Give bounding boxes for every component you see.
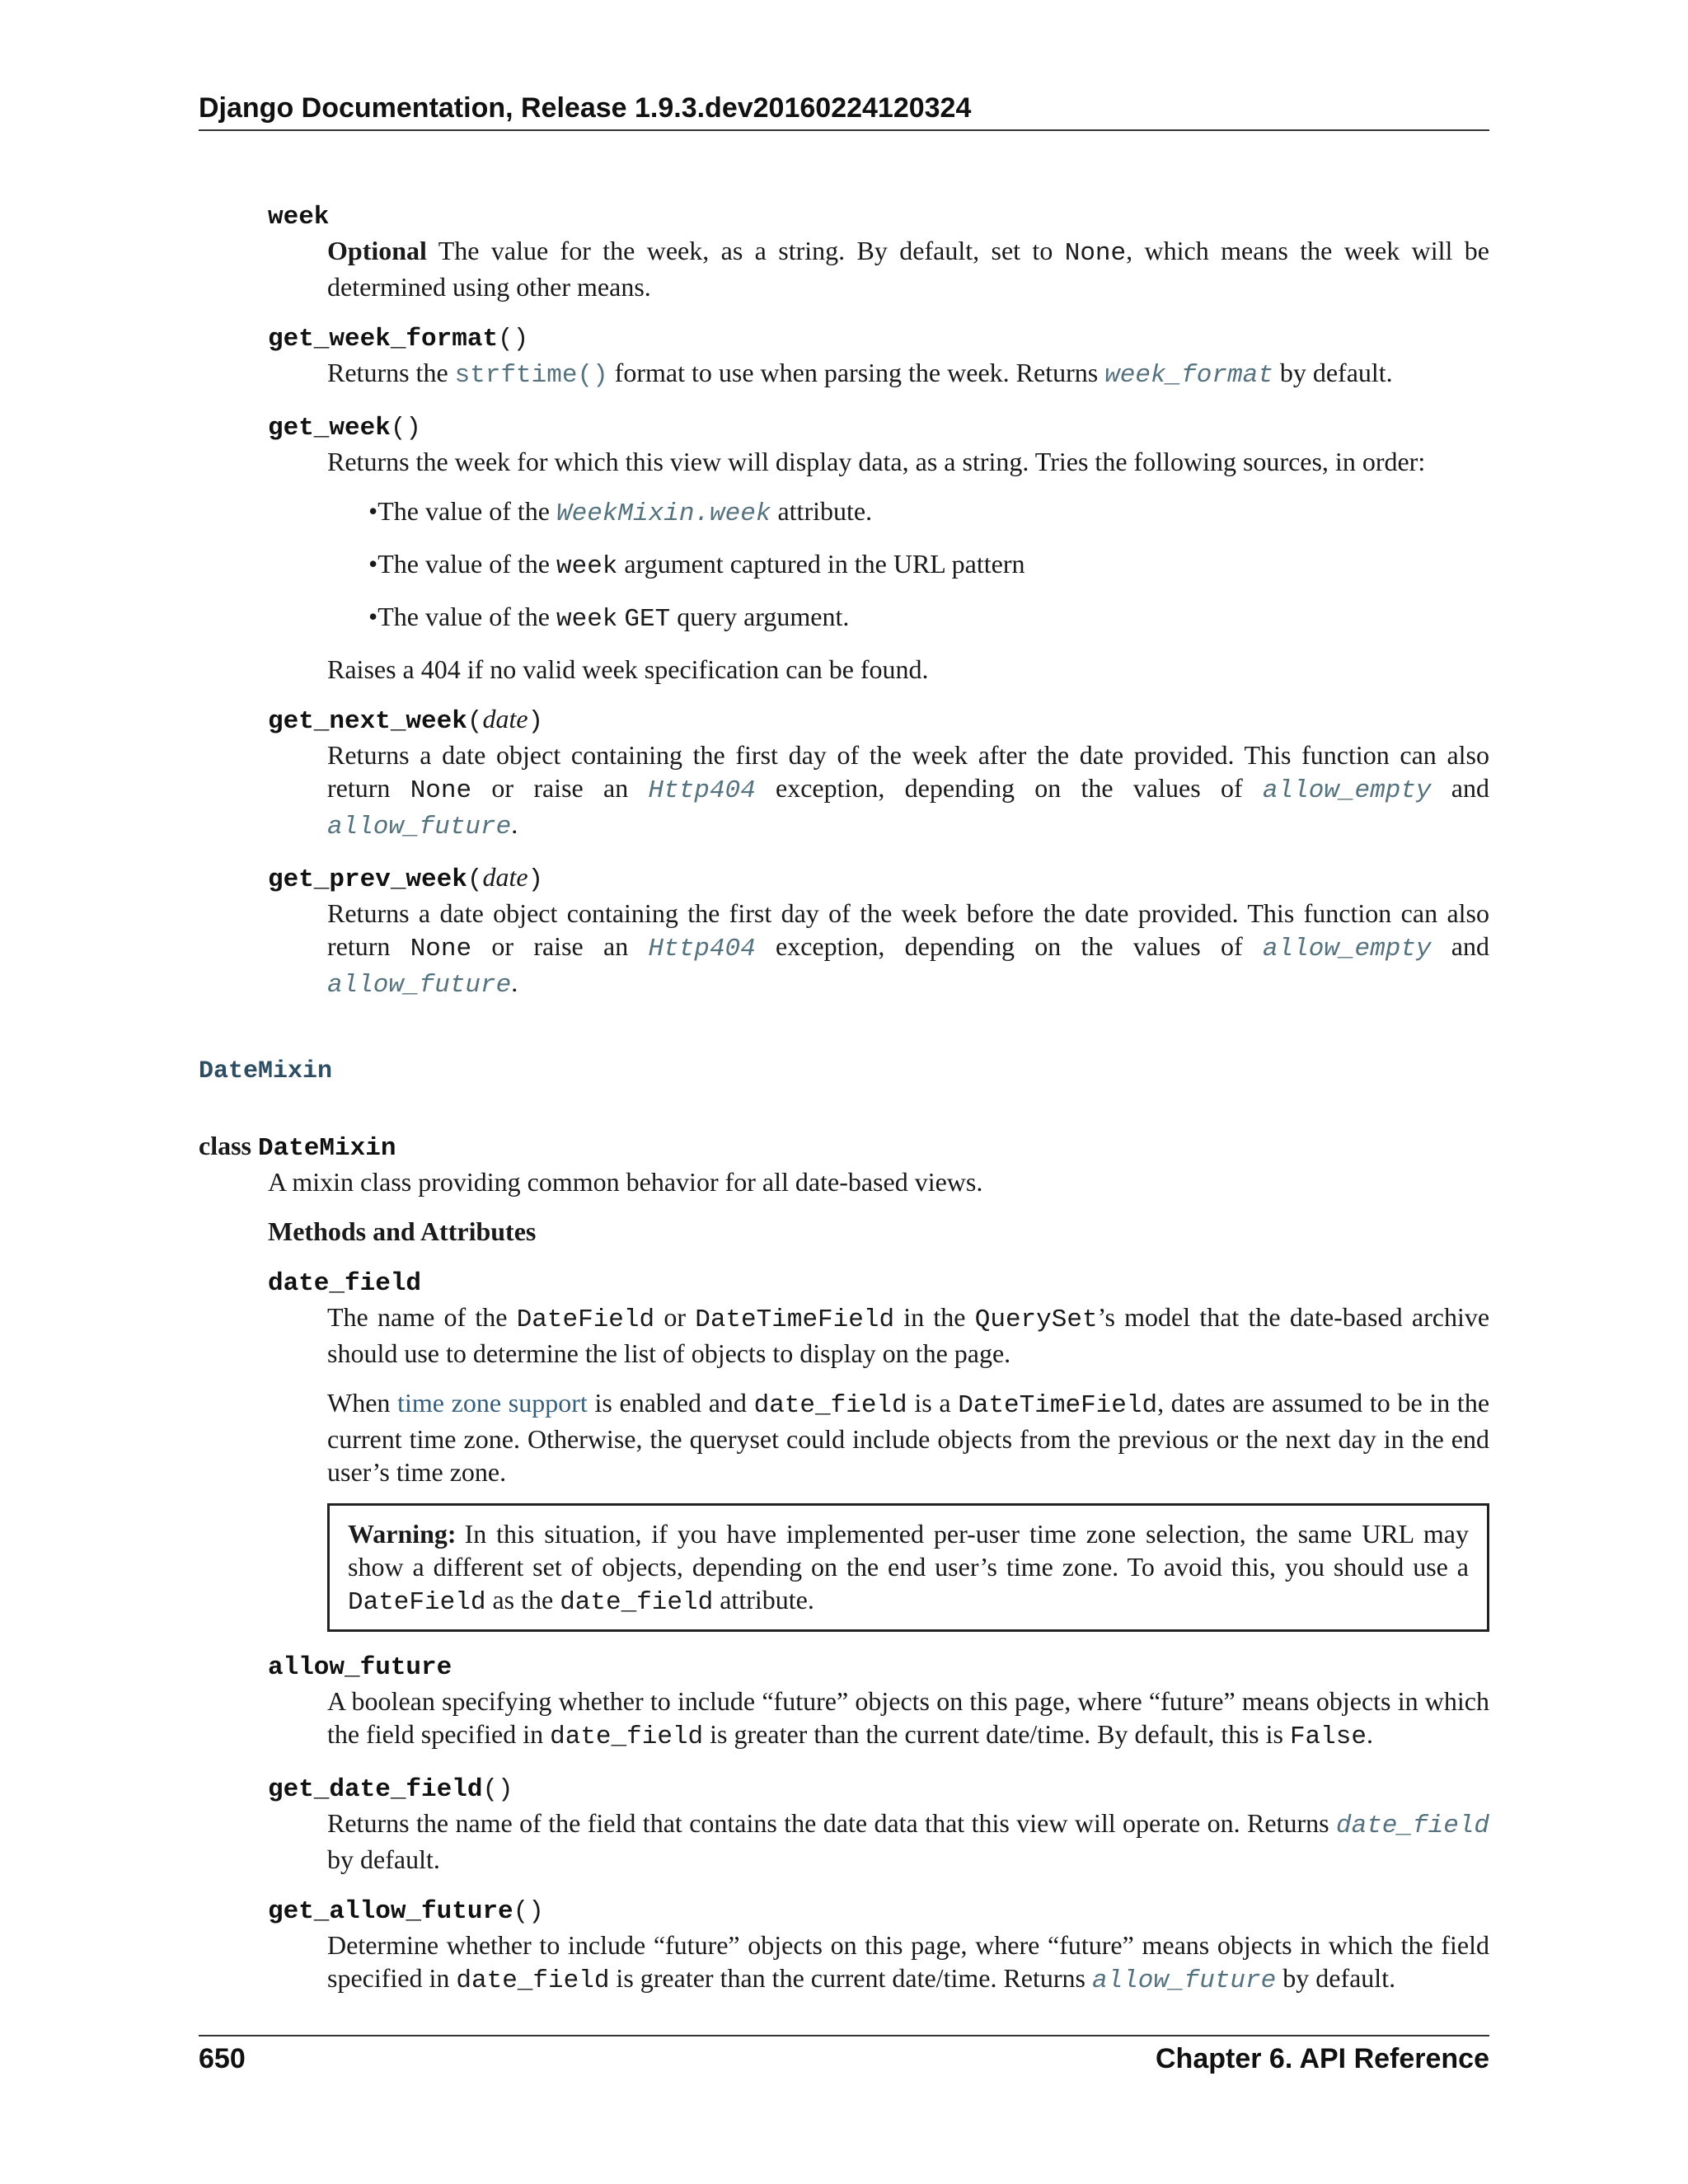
entry-get-next-week (268, 702, 1489, 844)
description-get-date-field (327, 1807, 1489, 1876)
text: format to use when parsing the week. Returns (607, 358, 1105, 387)
rubric-methods-attributes: Methods and Attributes (268, 1216, 537, 1246)
text: Returns the name of the field that contains the date data that this view will operate on. Returns (327, 1808, 1336, 1838)
text: in the (894, 1302, 975, 1332)
link-allow-empty[interactable]: allow_empty (1262, 776, 1432, 805)
footer-page-number: 650 (199, 2043, 246, 2074)
text: query argument. (670, 602, 850, 631)
signature-get-prev-week (268, 860, 1489, 897)
class-body (268, 1165, 1489, 1998)
description-allow-future (327, 1685, 1489, 1754)
list-item (368, 494, 1489, 531)
text: by default. (1273, 358, 1393, 387)
description-week (327, 234, 1489, 303)
text: is greater than the current date/time. Returns (609, 1963, 1092, 1993)
link-allow-future[interactable]: allow_future (327, 971, 512, 1000)
text: or raise an (471, 773, 649, 803)
entry-get-week (268, 409, 1489, 686)
text: exception, depending on the values of (755, 931, 1263, 961)
inline-code: None (410, 776, 472, 805)
text: is greater than the current date/time. By default, this is (703, 1719, 1290, 1749)
parens: () (390, 414, 422, 443)
description-get-week-format (327, 356, 1489, 392)
signature-get-week (268, 409, 1489, 445)
close-paren: ) (528, 865, 544, 894)
signature-allow-future (268, 1648, 1489, 1685)
parens: () (498, 325, 529, 354)
link-allow-future[interactable]: allow_future (327, 813, 512, 841)
inline-code: date_field (560, 1588, 714, 1617)
method-name: get_allow_future (268, 1897, 513, 1926)
text: and (1431, 773, 1490, 803)
signature-week (268, 198, 1489, 234)
signature-get-week-format (268, 320, 1489, 356)
inline-code: date_field (550, 1722, 704, 1751)
bullet: • (368, 496, 378, 526)
inline-code: DateTimeField (695, 1305, 895, 1334)
text: argument captured in the URL pattern (617, 549, 1025, 579)
text: The value of the (377, 496, 556, 526)
section-heading-datemixin: DateMixin (199, 1057, 333, 1085)
description-get-next-week (327, 738, 1489, 844)
description-get-prev-week (327, 897, 1489, 1002)
text: Returns the (327, 358, 455, 387)
method-name: get_week (268, 414, 391, 443)
text: A boolean specifying whether to include “future” objects on this page, where “future” means objects in which the field specified in (327, 1686, 1489, 1749)
link-date-field[interactable]: date_field (1335, 1811, 1489, 1840)
signature-get-next-week (268, 702, 1489, 738)
bullet: • (368, 602, 378, 631)
text: The value of the (377, 549, 556, 579)
inline-code: DateTimeField (958, 1391, 1158, 1420)
description-get-allow-future (327, 1929, 1489, 1998)
param-date: date (482, 862, 528, 892)
text: . (511, 809, 518, 839)
text: ’s model that the date-based archive should use to determine the list of objects to display on the page. (327, 1302, 1490, 1368)
inline-code: DateField (348, 1588, 486, 1617)
text: The value of the (377, 602, 556, 631)
raises-text: Raises a 404 if no valid week specification can be found. (327, 654, 929, 684)
entry-date-field (268, 1264, 1489, 1632)
page-header-title: Django Documentation, Release 1.9.3.dev20160224120324 (199, 92, 972, 124)
entry-get-week-format (268, 320, 1489, 392)
link-allow-future[interactable]: allow_future (1091, 1966, 1277, 1995)
signature-date-field (268, 1264, 1489, 1301)
method-name: get_next_week (268, 707, 467, 736)
text: exception, depending on the values of (755, 773, 1263, 803)
open-paren: ( (467, 707, 483, 736)
text: The name of the (327, 1302, 517, 1332)
inline-code: date_field (456, 1966, 610, 1995)
entry-get-allow-future (268, 1892, 1489, 1998)
link-time-zone-support[interactable]: time zone support (397, 1388, 588, 1418)
description-date-field (327, 1301, 1489, 1632)
inline-code: None (410, 935, 472, 963)
text: and (1431, 931, 1490, 961)
signature-get-allow-future (268, 1892, 1489, 1929)
text: as the (485, 1585, 560, 1615)
method-name: get_week_format (268, 325, 499, 354)
header-rule (199, 129, 1489, 131)
attribute-name: allow_future (268, 1653, 452, 1682)
text: Returns a date object containing the first day of the week after the date provided. This function can also return (327, 740, 1489, 803)
inline-code: week (556, 605, 618, 634)
text: is enabled and (587, 1388, 754, 1418)
text: or (654, 1302, 696, 1332)
link-strftime[interactable]: strftime() (454, 361, 608, 390)
inline-code: QuerySet (974, 1305, 1098, 1334)
text: Returns a date object containing the first day of the week before the date provided. This function can also return (327, 898, 1489, 961)
param-date: date (482, 704, 528, 733)
page-content (199, 198, 1489, 2014)
class-description: A mixin class providing common behavior for all date-based views. (268, 1167, 983, 1197)
text: , which means the week will be determined using other means. (327, 236, 1490, 302)
intro-text: Returns the week for which this view will display data, as a string. Tries the following sources, in order: (327, 447, 1426, 476)
description-get-week (327, 445, 1489, 686)
optional-label: Optional (327, 236, 427, 265)
inline-code: week (556, 552, 618, 581)
text: The value for the week, as a string. By default, set to (426, 236, 1065, 265)
link-http404[interactable]: Http404 (648, 776, 756, 805)
method-name: get_prev_week (268, 865, 467, 894)
text: Determine whether to include “future” objects on this page, where “future” means objects in which the field specified in (327, 1930, 1489, 1993)
method-name: get_date_field (268, 1775, 483, 1804)
class-keyword: class (199, 1131, 251, 1160)
footer-chapter-title: Chapter 6. API Reference (1156, 2043, 1489, 2074)
signature-get-date-field (268, 1770, 1489, 1807)
inline-code: GET (624, 605, 671, 634)
class-name: DateMixin (258, 1134, 396, 1163)
list-item (368, 547, 1489, 583)
sources-list (368, 494, 1489, 636)
text: by default. (1276, 1963, 1396, 1993)
warning-title: Warning: (348, 1519, 457, 1549)
text: or raise an (471, 931, 649, 961)
text: by default. (327, 1844, 440, 1874)
attribute-name: date_field (268, 1269, 422, 1298)
close-paren: ) (528, 707, 544, 736)
bullet: • (368, 549, 378, 579)
text: attribute. (713, 1585, 814, 1615)
text: . (511, 968, 518, 997)
inline-code: False (1289, 1722, 1367, 1751)
link-weekmixin-week[interactable]: WeekMixin.week (556, 499, 771, 528)
link-allow-empty[interactable]: allow_empty (1262, 935, 1432, 963)
link-week-format[interactable]: week_format (1104, 361, 1273, 390)
entry-allow-future (268, 1648, 1489, 1754)
signature-class-datemixin (199, 1129, 1489, 1165)
parens: () (482, 1775, 513, 1804)
attribute-name: week (268, 203, 330, 232)
warning-box (327, 1503, 1489, 1632)
text: , dates are assumed to be in the current time zone. Otherwise, the queryset could include objects from the previous or the next day in the end user’s time zone. (327, 1388, 1490, 1487)
entry-week (268, 198, 1489, 303)
inline-code: None (1064, 239, 1127, 268)
open-paren: ( (467, 865, 483, 894)
link-http404[interactable]: Http404 (648, 935, 756, 963)
text: is a (907, 1388, 959, 1418)
text: . (1366, 1719, 1373, 1749)
list-item (368, 600, 1489, 636)
footer-rule (199, 2035, 1489, 2036)
entry-get-prev-week (268, 860, 1489, 1002)
inline-code: DateField (516, 1305, 655, 1334)
parens: () (513, 1897, 544, 1926)
entry-get-date-field (268, 1770, 1489, 1876)
text: When (327, 1388, 398, 1418)
text: attribute. (771, 496, 873, 526)
class-datemixin (199, 1129, 1489, 1998)
inline-code: date_field (753, 1391, 907, 1420)
text: In this situation, if you have implemented per-user time zone selection, the same URL may show a different set of objects, depending on the end user’s time zone. To avoid this, you should use a (348, 1519, 1469, 1582)
